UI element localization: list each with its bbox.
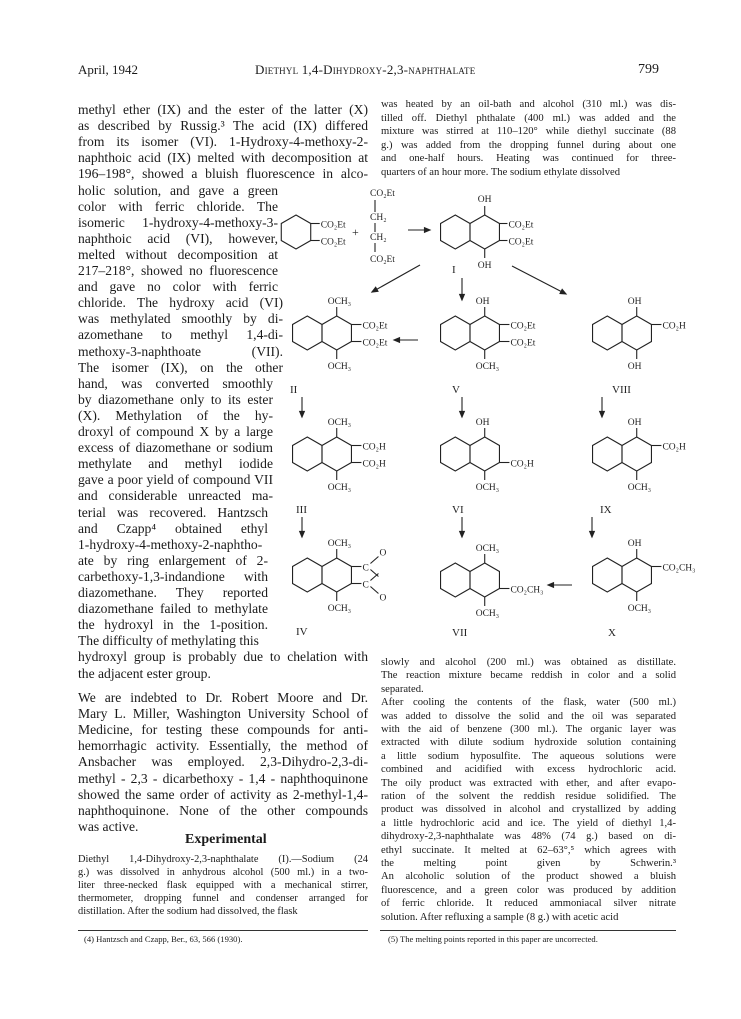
- text-line: carbethoxy-1,3-indandione with: [78, 568, 268, 584]
- text-line: gave a poor yield of compound VII: [78, 472, 273, 488]
- substituent-label: CO₂Et: [320, 220, 346, 231]
- arrow-head: [460, 294, 465, 300]
- naphthalene-ring-right: [322, 316, 351, 350]
- text-line: The difficulty of methylating this: [78, 633, 259, 649]
- text-line: chloride. The hydroxy acid (VI): [78, 295, 283, 311]
- naphthalene-ring-right: [622, 437, 651, 471]
- bond: [370, 570, 378, 577]
- text-line: Medicine, for testing these compounds for anti-: [78, 722, 368, 738]
- text-line: color with ferric chloride. The: [78, 198, 278, 214]
- compound-number: II: [290, 384, 298, 396]
- footnote-4: (4) Hantzsch and Czapp, Ber., 63, 566 (1930).: [84, 934, 243, 944]
- naphthalene-ring-right: [322, 558, 351, 592]
- carbon-label: C: [362, 563, 369, 574]
- text-line: the melting point given by Schwerin.³: [381, 858, 676, 869]
- compound-number: I: [452, 264, 456, 276]
- text-line: a little hydrochloric acid and ice. The yield of diethyl 1,4-: [381, 817, 676, 829]
- text-line: the hydroxyl in the 1-position.: [78, 617, 268, 633]
- plus-sign: +: [352, 225, 359, 239]
- substituent-label: OCH₃: [475, 544, 500, 554]
- text-line: and considerable unreacted ma-: [78, 488, 273, 504]
- text-line: ration of the solvent the reddish residue solidified. The: [381, 791, 676, 802]
- text-line: melted without decomposition at: [78, 246, 278, 262]
- arrow-head: [460, 531, 465, 537]
- reaction-arrow: [372, 265, 420, 292]
- arrow-head: [560, 289, 566, 294]
- text-line: 1-hydroxy-4-methoxy-2-naphtho-: [78, 536, 263, 552]
- naphthalene-ring-left: [293, 437, 322, 471]
- substituent-label: CO₂H: [662, 321, 686, 332]
- substituent-label: CO₂Et: [362, 321, 388, 332]
- running-header-date: April, 1942: [78, 62, 138, 77]
- substituent-label: OCH₃: [327, 297, 352, 307]
- text-line: methylate and methyl iodide: [78, 456, 273, 472]
- substituent-label: OCH₃: [627, 483, 652, 493]
- text-line: (X). Methylation of the hy-: [78, 407, 273, 423]
- oxygen-label: O: [379, 548, 387, 559]
- substituent-label: OH: [475, 297, 490, 307]
- substituent-label: CO₂H: [362, 442, 386, 453]
- text-line: holic solution, and gave a green: [78, 182, 278, 198]
- text-line: as described by Russig.³ The acid (IX) differed: [78, 118, 368, 134]
- text-line: isomeric 1-hydroxy-4-methoxy-3-: [78, 214, 278, 230]
- substituent-label: OCH₃: [327, 483, 352, 493]
- text-line: Mary L. Miller, Washington University School of: [78, 706, 368, 722]
- substituent-label: OCH₃: [327, 604, 352, 614]
- substituent-label: OCH₃: [475, 362, 500, 372]
- compound-number: VI: [452, 504, 464, 516]
- text-line: methyl - 2,3 - dicarbethoxy - 1,4 - naphthoquinone: [78, 770, 368, 786]
- arrow-head: [372, 287, 378, 292]
- text-line: slowly and alcohol (200 ml.) was obtained as distillate.: [381, 657, 676, 668]
- substituent-label: OH: [627, 297, 642, 307]
- text-line: Ansbacher was employed. 2,3-Dihydro-2,3-di-: [78, 754, 368, 770]
- text-line: the adjacent ester group.: [78, 665, 211, 681]
- text-line: and gave no color with ferric: [78, 279, 278, 295]
- text-line: 217–218°, showed no fluorescence: [78, 263, 278, 278]
- substituent-label: CO₂Et: [370, 255, 395, 265]
- substituent-label: OCH₃: [327, 362, 352, 372]
- text-line: 196–198°, showed a bluish fluorescence in alco-: [78, 166, 368, 182]
- benzene-ring: [281, 215, 310, 249]
- running-header-title: Diethyl 1,4-Dihydroxy-2,3-naphthalate: [255, 62, 476, 77]
- reaction-arrow: [512, 266, 566, 294]
- substituent-label: CH₂: [370, 233, 387, 243]
- text-line: with the aid of benzene (300 ml.). The organic layer was: [381, 724, 676, 735]
- naphthalene-ring-left: [593, 316, 622, 350]
- substituent-label: OCH₃: [475, 483, 500, 493]
- substituent-label: OCH₃: [475, 609, 500, 619]
- text-line: combined and acidified with excess hydrochloric acid.: [381, 764, 676, 776]
- arrow-head: [460, 411, 465, 417]
- substituent-label: CO₂Et: [362, 338, 388, 349]
- text-line: dihydroxy-2,3-naphthalate was 48% (74 g.) based on di-: [381, 831, 676, 843]
- text-line: g.) was added from the dropping funnel during about one: [381, 139, 676, 151]
- text-line: hand, was converted smoothly: [78, 375, 273, 391]
- bond: [370, 574, 378, 581]
- text-line: droxyl of compound X by a large: [78, 424, 273, 439]
- naphthalene-ring-right: [622, 316, 651, 350]
- compound-number: V: [452, 384, 460, 396]
- naphthalene-ring-right: [322, 437, 351, 471]
- naphthalene-ring-left: [593, 558, 622, 592]
- text-line: was methylated smoothly by di-: [78, 311, 283, 327]
- text-line: tilled off. Diethyl phthalate (400 ml.) was added and the: [381, 112, 676, 124]
- text-line: naphthoquinone. None of the other compounds: [78, 802, 368, 818]
- text-line: terial was recovered. Hantzsch: [78, 504, 268, 520]
- text-line: showed the same order of activity as 2-methyl-1,4-: [78, 786, 368, 802]
- text-line: liter three-necked flask equipped with a mechanical stirrer,: [78, 880, 368, 891]
- substituent-label: OCH₃: [327, 418, 352, 428]
- compound-number: X: [608, 627, 616, 639]
- arrow-head: [300, 531, 305, 537]
- text-line: by diazomethane only to its ester: [78, 391, 273, 407]
- substituent-label: CO₂CH₃: [662, 563, 696, 574]
- substituent-label: CO₂Et: [508, 237, 534, 248]
- arrow-head: [394, 338, 400, 343]
- text-line: quarters of an hour more. The sodium ethylate dissolved: [381, 167, 620, 178]
- text-line: diazomethane. They reported: [78, 585, 268, 600]
- text-line: was added to dissolve the solid and the oil was separated: [381, 710, 676, 722]
- naphthalene-ring-left: [441, 437, 470, 471]
- naphthalene-ring-right: [470, 316, 499, 350]
- text-line: of ferric chloride. It reduced ammoniacal silver nitrate: [381, 898, 676, 910]
- text-line: naphthoic acid (IX) melted with decomposition at: [78, 150, 368, 166]
- arrow-head: [300, 411, 305, 417]
- naphthalene-ring-left: [293, 316, 322, 350]
- naphthalene-ring-left: [441, 316, 470, 350]
- substituent-label: OH: [627, 362, 642, 372]
- arrow-head: [424, 228, 430, 233]
- naphthalene-ring-right: [622, 558, 651, 592]
- substituent-label: CO₂Et: [510, 321, 536, 332]
- text-line: The reaction mixture became reddish in color and a solid: [381, 670, 676, 682]
- substituent-label: OCH₃: [327, 539, 352, 549]
- substituent-label: OH: [475, 418, 490, 428]
- arrow-head: [600, 411, 605, 417]
- substituent-label: CO₂H: [362, 459, 386, 470]
- text-line: methoxy-3-naphthoate (VII).: [78, 343, 283, 359]
- text-line: product was dissolved in alcohol and crystallized by adding: [381, 804, 676, 816]
- naphthalene-ring-right: [470, 437, 499, 471]
- substituent-label: OCH₃: [627, 604, 652, 614]
- substituent-label: CO₂Et: [510, 338, 536, 349]
- naphthalene-ring-left: [593, 437, 622, 471]
- substituent-label: OH: [627, 539, 642, 549]
- naphthalene-ring-right: [470, 215, 499, 249]
- text-line: naphthoic acid (VI), however,: [78, 230, 278, 246]
- substituent-label: CO₂Et: [370, 189, 395, 199]
- page-number: 799: [638, 62, 659, 77]
- substituent-label: CO₂CH₃: [510, 585, 544, 596]
- compound-number: IX: [600, 504, 612, 516]
- text-line: methyl ether (IX) and the ester of the latter (X): [78, 102, 368, 117]
- compound-number: III: [296, 504, 307, 516]
- substituent-label: CO₂H: [662, 442, 686, 453]
- text-line: hemorrhagic activity. Essentially, the method of: [78, 738, 368, 754]
- oxygen-label: O: [379, 593, 387, 604]
- text-line: azomethane to methyl 1,4-di-: [78, 327, 283, 343]
- text-line: The oily product was extracted with ether, and after evapo-: [381, 777, 676, 789]
- text-line: ethyl succinate. It melted at 62–63°,⁵ which agrees with: [381, 844, 676, 856]
- naphthalene-ring-left: [441, 563, 470, 597]
- naphthalene-ring-left: [293, 558, 322, 592]
- text-line: An alcoholic solution of the product showed a bluish: [381, 871, 676, 883]
- substituent-label: CH₂: [370, 213, 387, 223]
- text-line: excess of diazomethane or sodium: [78, 440, 273, 456]
- text-line: thermometer, dropping funnel and condenser arranged for: [78, 893, 368, 904]
- text-line: ate by ring enlargement of 2-: [78, 552, 268, 568]
- naphthalene-ring-left: [441, 215, 470, 249]
- substituent-label: CO₂Et: [320, 237, 346, 248]
- arrow-head: [548, 583, 554, 588]
- naphthalene-ring-right: [470, 563, 499, 597]
- text-line: hydroxyl group is probably due to chelation with: [78, 649, 368, 665]
- substituent-label: CO₂Et: [508, 220, 534, 231]
- text-line: solution. After refluxing a sample (8 g.) with acetic acid: [381, 911, 619, 923]
- bond: [370, 557, 378, 564]
- text-line: mixture was stirred at 110–120° while diethyl succinate (88: [381, 126, 676, 138]
- arrow-head: [590, 531, 595, 537]
- substituent-label: OH: [477, 261, 492, 271]
- substituent-label: OH: [477, 195, 492, 205]
- text-line: The isomer (IX), on the other: [78, 359, 283, 375]
- text-line: fluorescence, and a green color was produced by addition: [381, 884, 676, 896]
- compound-number: VII: [452, 627, 468, 639]
- compound-number: VIII: [612, 384, 631, 396]
- text-line: After cooling the contents of the flask, water (500 ml.): [381, 697, 676, 709]
- text-line: a little sodium hyposulfite. The aqueous solutions were: [381, 750, 676, 762]
- text-line: was active.: [78, 818, 139, 834]
- text-line: extracted with dilute sodium hydroxide solution containing: [381, 737, 676, 749]
- substituent-label: CO₂H: [510, 459, 534, 470]
- carbon-label: C: [362, 580, 369, 591]
- text-line: and Czapp⁴ obtained ethyl: [78, 520, 268, 536]
- text-line: and one-half hours. Heating was continued for three-: [381, 153, 676, 165]
- bond: [370, 587, 378, 594]
- text-line: Diethyl 1,4-Dihydroxy-2,3-naphthalate (I).—Sodium (24: [78, 854, 368, 865]
- text-line: We are indebted to Dr. Robert Moore and Dr.: [78, 690, 368, 705]
- compound-number: IV: [296, 626, 308, 638]
- substituent-label: OH: [627, 418, 642, 428]
- text-line: from its isomer (VI). 1-Hydroxy-4-methoxy-2-: [78, 134, 368, 150]
- text-line: was heated by an oil-bath and alcohol (310 ml.) was dis-: [381, 99, 676, 110]
- experimental-heading: Experimental: [185, 832, 267, 847]
- text-line: diazomethane failed to methylate: [78, 601, 268, 617]
- footnote-5: (5) The melting points reported in this paper are uncorrected.: [388, 934, 598, 944]
- text-line: separated.: [381, 683, 424, 695]
- text-line: g.) was dissolved in anhydrous alcohol (500 ml.) in a two-: [78, 867, 368, 878]
- text-line: distillation. After the sodium had dissolved, the flask: [78, 906, 298, 917]
